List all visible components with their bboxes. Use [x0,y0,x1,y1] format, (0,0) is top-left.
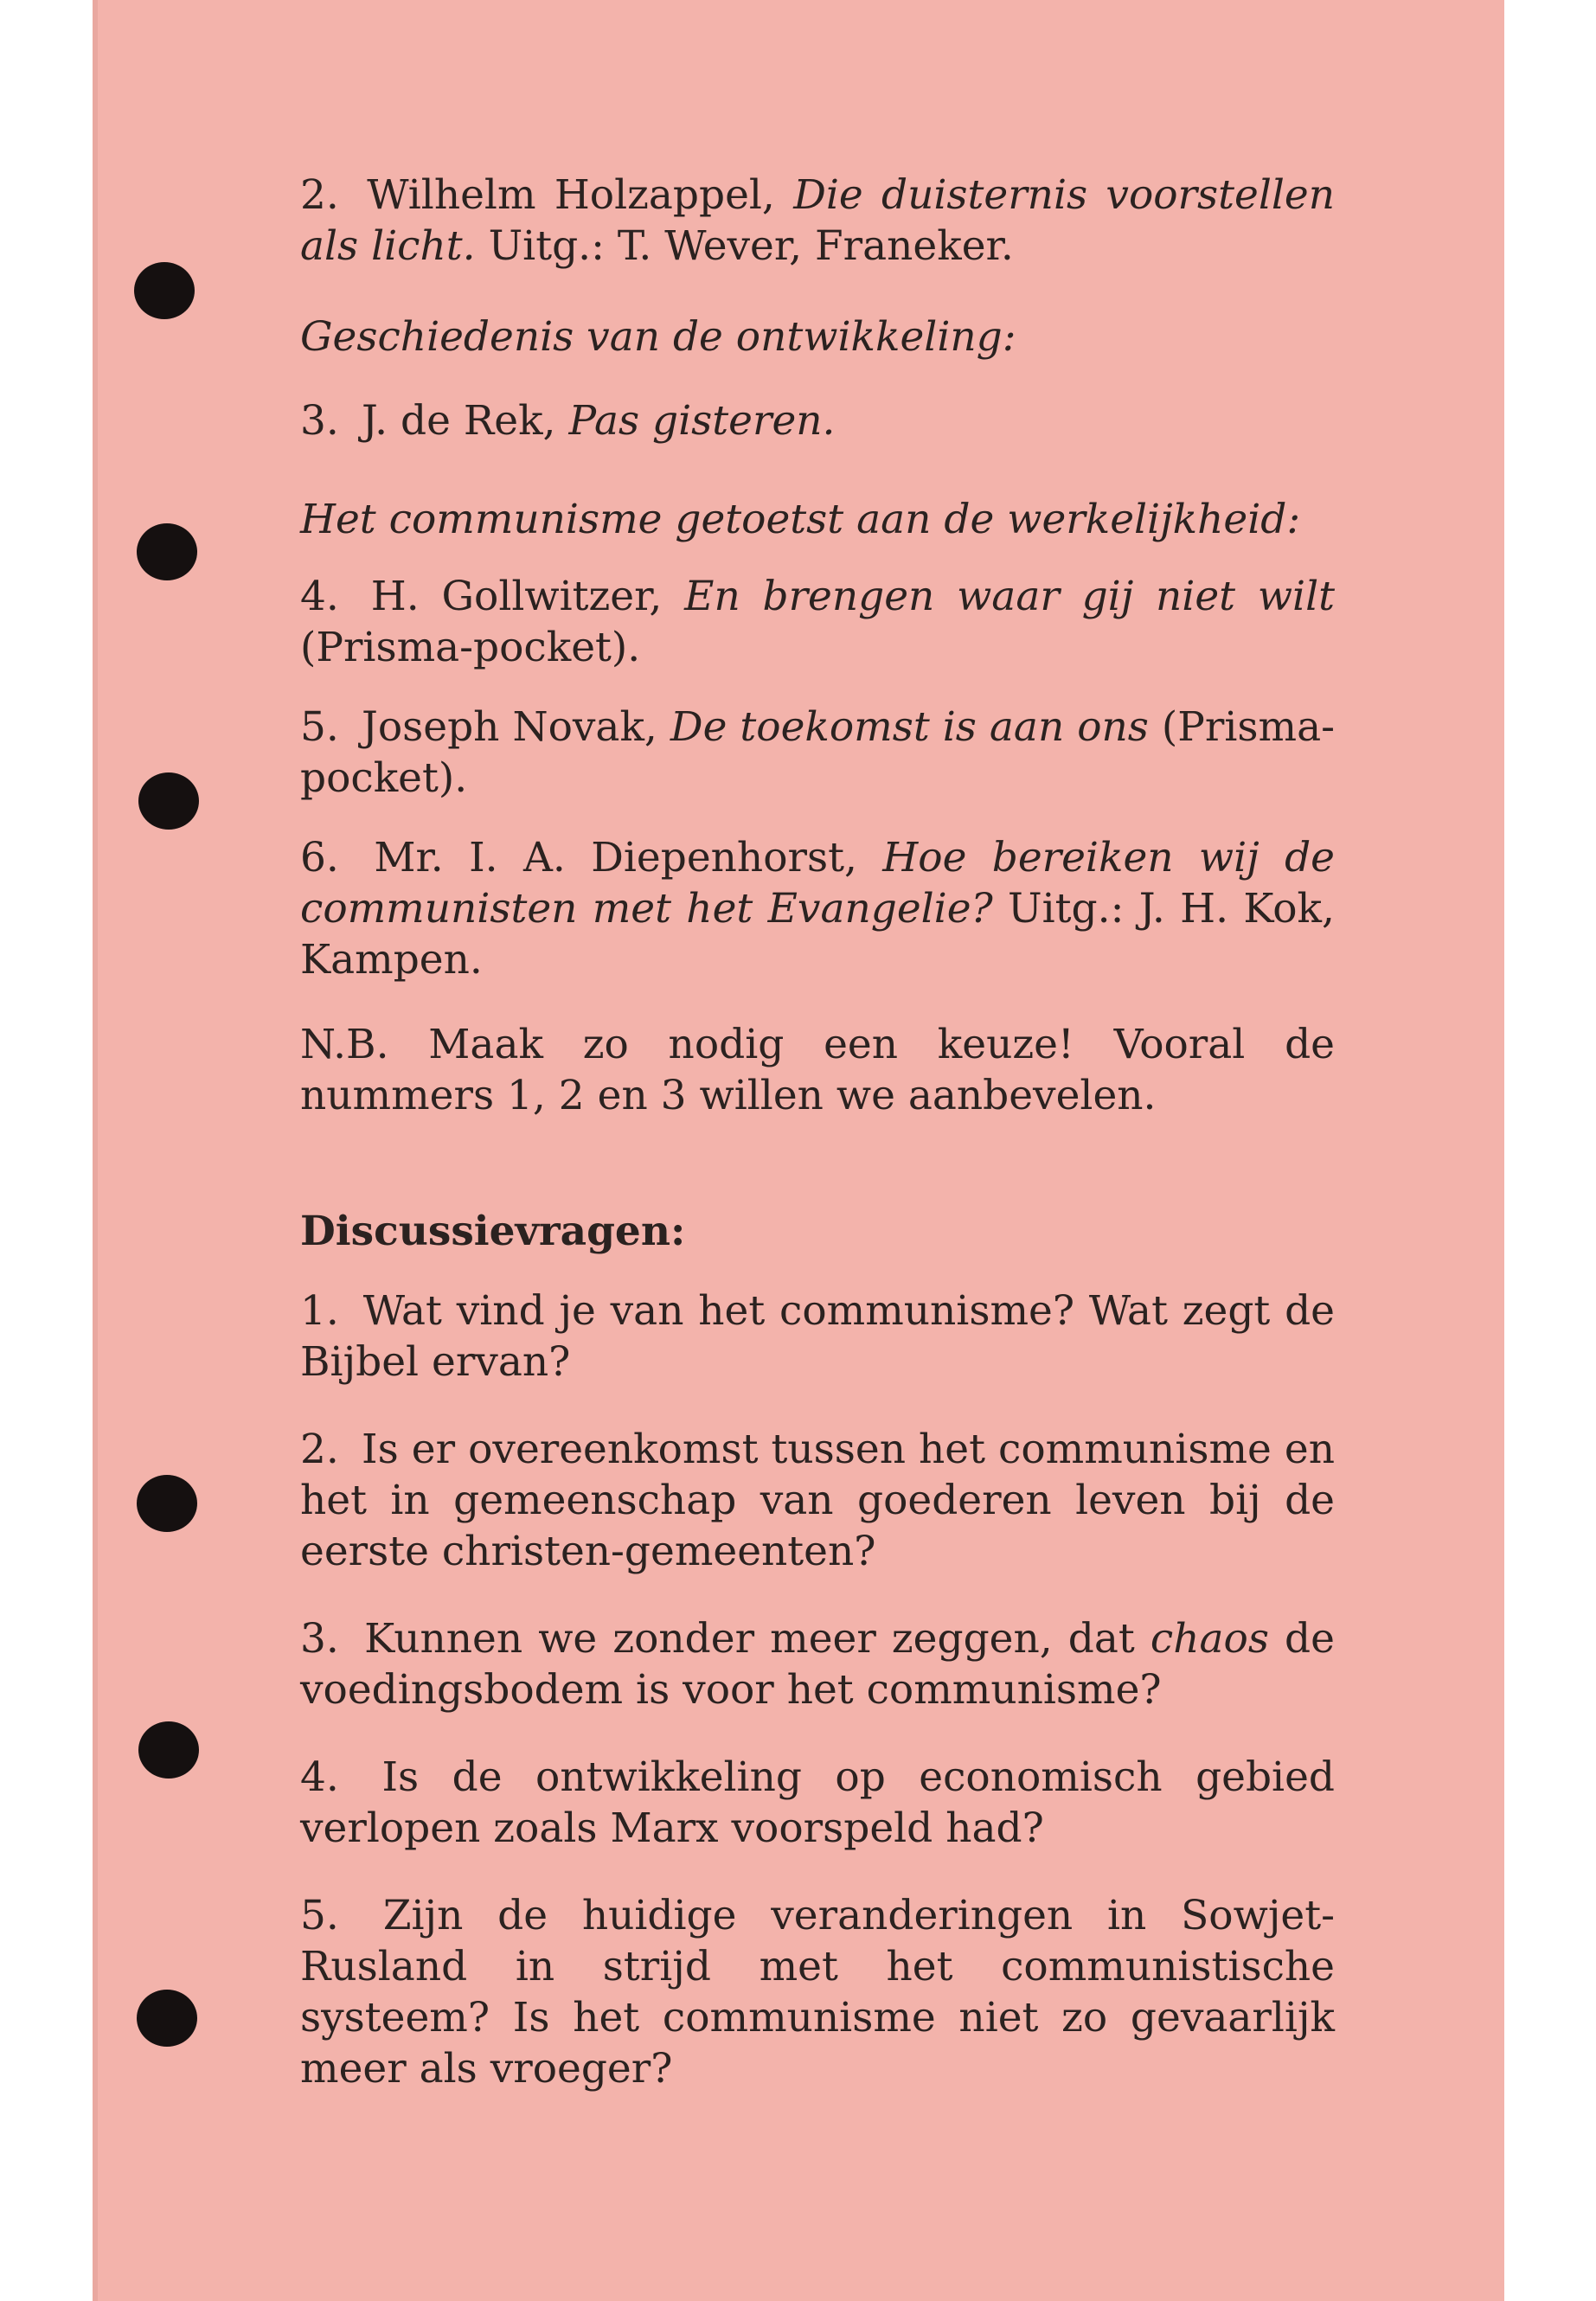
item-title: De toekomst is aan ons [670,703,1149,751]
question-text: de voedingsbodem is voor het communisme? [300,1615,1335,1714]
discussion-question-2 [300,1424,1335,1577]
item-author: H. Gollwitzer, [370,573,663,620]
item-author: Joseph Novak, [362,703,657,751]
question-text: Zijn de huidige veranderingen in Sowjet-Rusland in strijd met het communistische systeem? Is het communisme niet zo gevaarlijk meer als vroeger? [300,1892,1335,2093]
item-title: Pas gisteren. [568,397,836,445]
item-number: 5. [300,703,339,751]
discussion-question-5 [300,1890,1335,2094]
item-title: Die duisternis voorstellen als licht. [300,171,1335,270]
question-text: Kunnen we zonder meer zeggen, dat [364,1615,1135,1663]
punch-hole [137,1990,197,2047]
item-number: 3. [300,397,339,445]
punch-hole [138,1721,199,1779]
item-author: J. de Rek, [361,397,556,445]
document-text [300,170,1335,2094]
item-author: Wilhelm Holzappel, [367,171,775,219]
question-number: 2. [300,1426,339,1473]
question-number: 1. [300,1287,339,1335]
discussion-question-3 [300,1613,1335,1715]
item-title: Hoe bereiken wij de communisten met het Evangelie? [300,834,1335,933]
item-number: 2. [300,171,339,219]
item-publisher: (Prisma-pocket). [300,624,641,671]
discussion-question-1 [300,1285,1335,1388]
item-publisher: Uitg.: T. Wever, Franeker. [488,222,1014,270]
question-number: 5. [300,1892,339,1939]
punch-hole [138,772,199,830]
question-text: Wat vind je van het communisme? Wat zegt de Bijbel ervan? [300,1287,1335,1386]
literature-item-4 [300,571,1335,673]
literature-item-3 [300,395,1335,446]
literature-item-5 [300,702,1335,804]
literature-item-2 [300,170,1335,272]
item-number: 6. [300,834,339,881]
section-heading-reality: Het communisme getoetst aan de werkelijkheid: [300,496,1301,543]
punch-hole [134,262,195,319]
discussion-question-4 [300,1752,1335,1854]
punch-hole [137,1475,197,1532]
note-paragraph: N.B. Maak zo nodig een keuze! Vooral de nummers 1, 2 en 3 willen we aanbevelen. [300,1021,1335,1119]
punch-hole [137,523,197,580]
discussion-title: Discussievragen: [300,1208,686,1255]
question-emphasis: chaos [1150,1615,1269,1663]
item-title: En brengen waar gij niet wilt [684,573,1335,620]
section-heading-history: Geschiedenis van de ontwikkeling: [300,313,1016,361]
item-author: Mr. I. A. Diepenhorst, [374,834,857,881]
question-text: Is de ontwikkeling op economisch gebied verlopen zoals Marx voorspeld had? [300,1753,1335,1852]
question-number: 3. [300,1615,339,1663]
question-number: 4. [300,1753,339,1801]
question-text: Is er overeenkomst tussen het communisme en het in gemeenschap van goederen leven bij de eerste christen-gemeenten? [300,1426,1335,1575]
item-number: 4. [300,573,339,620]
literature-item-6 [300,832,1335,985]
item-publisher: Uitg.: J. H. Kok, Kampen. [300,885,1335,984]
item-publisher: (Prisma-pocket). [300,703,1335,802]
